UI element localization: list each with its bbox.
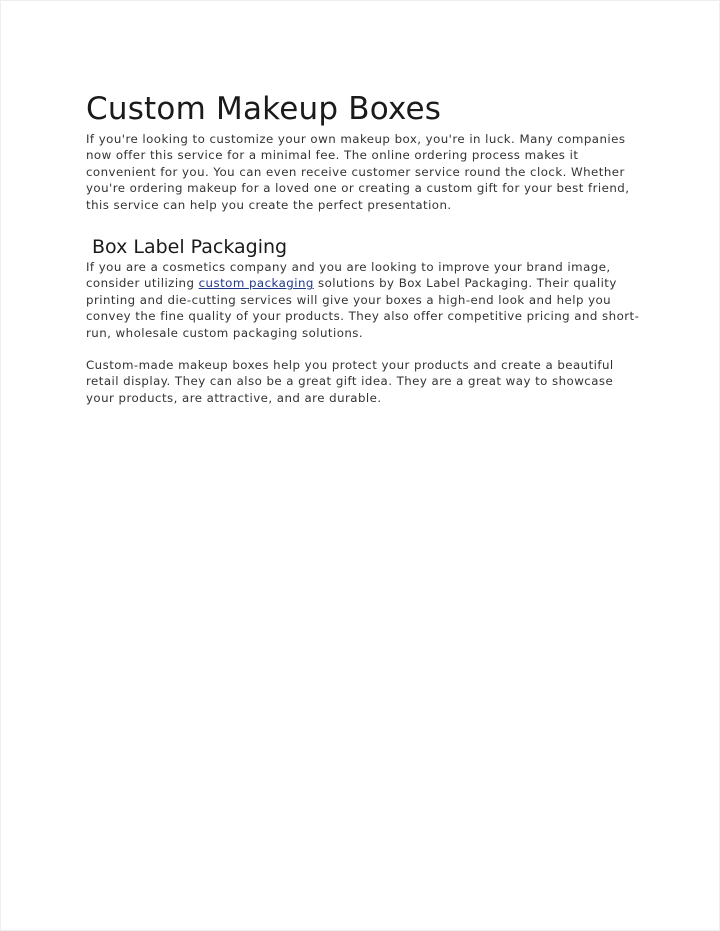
section-paragraph-text-before: If you are a cosmetics company and you are looking to improve your brand image, consider utilizing [86,260,611,291]
section-paragraph [86,259,641,341]
closing-paragraph: Custom-made makeup boxes help you protect your products and create a beautiful retail display. They can also be a great gift idea. They are a great way to showcase your products, are attractive, and are durable. [86,358,614,405]
document-body [86,89,641,406]
page-title: Custom Makeup Boxes [86,91,442,127]
section-paragraph-text-after: solutions by Box Label Packaging. Their quality printing and die-cutting services will give your boxes a high-end look and help you convey the fine quality of your products. They also offer competitive pricing and short-run, wholesale custom packaging solutions. [86,276,640,340]
section-heading: Box Label Packaging [92,236,288,259]
custom-packaging-link[interactable]: custom packaging [198,276,314,291]
intro-paragraph: If you're looking to customize your own makeup box, you're in luck. Many companies now offer this service for a minimal fee. The online ordering process makes it convenient for you. You can even receive customer service round the clock. Whether you're ordering makeup for a loved one or creating a custom gift for your best friend, this service can help you create the perfect presentation. [86,132,630,212]
